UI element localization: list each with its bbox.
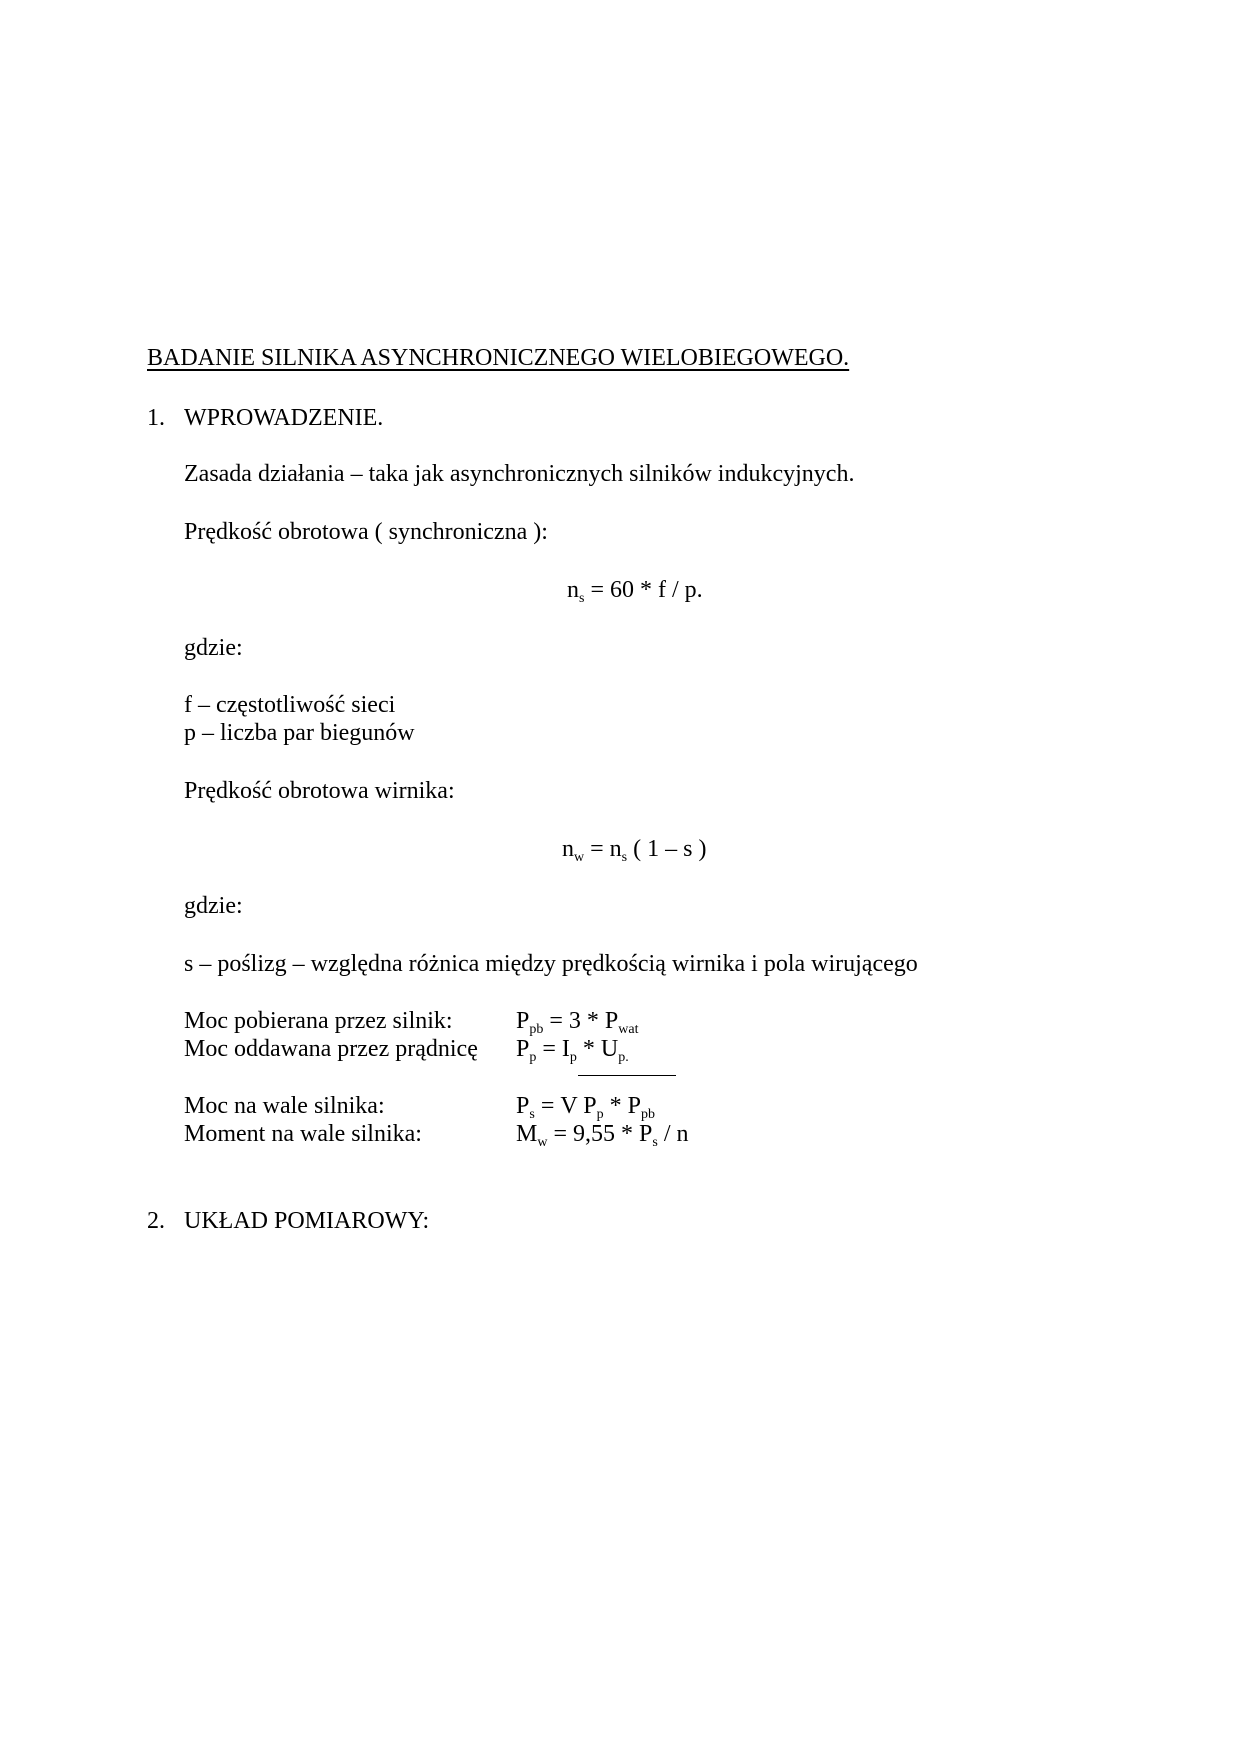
section-2-heading: UKŁAD POMIAROWY: [184,1208,430,1234]
power-in-label: Moc pobierana przez silnik: [184,1008,453,1034]
formula-power-out: $P_p = I_p * U_{p.}$ [516,1036,629,1065]
where-label-2: gdzie: [184,893,243,919]
section-2-number: 2. [147,1208,165,1234]
definition-s: s – poślizg – względna różnica między prędkością wirnika i pola wirującego [184,951,918,977]
definition-f: f – częstotliwość sieci [184,692,396,718]
sync-speed-label: Prędkość obrotowa ( synchroniczna ): [184,519,548,545]
section-1-heading: WPROWADZENIE. [184,405,384,431]
section-1-number: 1. [147,405,165,431]
shaft-torque-label: Moment na wale silnika: [184,1121,422,1147]
square-root-bar [578,1075,676,1076]
definition-p: p – liczba par biegunów [184,720,415,746]
power-out-label: Moc oddawana przez prądnicę [184,1036,478,1062]
formula-nw: $n_w = n_s$ ( 1 – s ) [562,836,707,865]
shaft-power-label: Moc na wale silnika: [184,1093,385,1119]
formula-ns: $n_s = 60 * f / p$. [567,577,703,606]
page-title: BADANIE SILNIKA ASYNCHRONICZNEGO WIELOBIEGOWEGO. [147,345,850,371]
rotor-speed-label: Prędkość obrotowa wirnika: [184,778,455,804]
formula-power-in: $P_{pb} = 3 * P_{wat}$ [516,1008,639,1037]
formula-shaft-torque: $M_w = 9,55 * P_s / n$ [516,1121,689,1150]
formula-shaft-power: $P_s$ = V $P_p * P_{pb}$ [516,1094,655,1118]
square-root: V $P_p * P_{pb}$ [560,1094,655,1118]
principle-text: Zasada działania – taka jak asynchronicznych silników indukcyjnych. [184,461,855,487]
where-label-1: gdzie: [184,635,243,661]
